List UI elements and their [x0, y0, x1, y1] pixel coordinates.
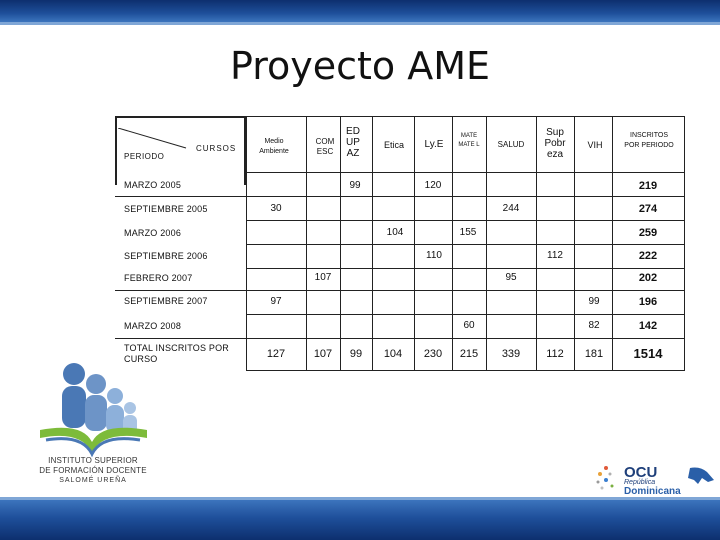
row-label: FEBRERO 2007: [124, 273, 193, 283]
grid-line: [372, 116, 373, 371]
logo-line-3: SALOMÉ UREÑA: [59, 477, 127, 484]
cell-value: 112: [547, 250, 563, 261]
row-label: SEPTIEMBRE 2006: [124, 251, 208, 261]
grid-line: [115, 116, 685, 117]
row-total: 196: [638, 296, 658, 308]
course-total: 112: [546, 348, 564, 360]
header-lye: Ly.E: [424, 139, 444, 150]
logo-line-1: INSTITUTO SUPERIOR: [48, 456, 138, 465]
grid-line: [115, 338, 685, 339]
course-total: 215: [459, 348, 479, 360]
grid-line: [246, 370, 685, 371]
corner-periodo-label: PERIODO: [124, 152, 165, 161]
course-total: 99: [349, 348, 363, 360]
row-label: MARZO 2005: [124, 180, 182, 190]
row-label: SEPTIEMBRE 2005: [124, 204, 208, 214]
course-total: 339: [501, 348, 521, 360]
course-total: 181: [584, 348, 604, 360]
header-com-esc: COM ESC: [315, 137, 335, 156]
grid-line: [246, 268, 685, 269]
row-label: SEPTIEMBRE 2007: [124, 296, 208, 306]
row-total: 259: [638, 227, 658, 239]
ocu-subtitle: República: [624, 479, 656, 486]
course-total: 107: [313, 348, 333, 360]
cell-value: 244: [502, 203, 520, 214]
grid-line: [246, 314, 685, 315]
cell-value: 107: [314, 272, 332, 283]
row-label: MARZO 2008: [124, 321, 182, 331]
header-inscritos-por-periodo: INSCRITOS POR PERIODO: [624, 132, 674, 149]
row-total: 274: [638, 203, 658, 215]
grid-line: [115, 290, 685, 291]
row-total: 219: [638, 180, 658, 192]
grid-line: [246, 220, 685, 221]
course-total: 104: [383, 348, 403, 360]
cell-value: 120: [424, 180, 442, 191]
grid-line: [536, 116, 537, 371]
corner-cursos-label: CURSOS: [196, 144, 237, 153]
cell-value: 110: [426, 250, 442, 261]
row-total: 222: [638, 250, 658, 262]
course-total: 127: [266, 348, 286, 360]
grid-line: [340, 116, 341, 371]
row-total: 202: [638, 272, 658, 284]
cell-value: 60: [463, 320, 475, 331]
grid-line: [115, 196, 685, 197]
cell-value: 82: [588, 320, 600, 331]
cell-value: 97: [270, 296, 282, 307]
grid-line: [486, 116, 487, 371]
ocu-subtitle-2: Dominicana: [624, 486, 681, 497]
header-salud: SALUD: [497, 140, 525, 149]
grand-total: 1514: [633, 346, 663, 361]
cell-value: 104: [386, 227, 404, 238]
course-total: 230: [423, 348, 443, 360]
cell-value: 30: [270, 203, 282, 214]
top-band: [0, 0, 720, 22]
ocu-title: OCU: [624, 464, 658, 481]
header-matemat: MATE MATE L: [458, 133, 480, 148]
header-ed-up-az: ED UP AZ: [346, 126, 360, 159]
bottom-band: [0, 500, 720, 540]
top-band-line: [0, 22, 720, 25]
page-title: Proyecto AME: [229, 44, 491, 88]
cell-value: 155: [459, 227, 477, 238]
grid-line: [684, 116, 685, 371]
row-label: MARZO 2006: [124, 228, 182, 238]
grid-line: [452, 116, 453, 371]
grid-line: [574, 116, 575, 371]
grid-line: [306, 116, 307, 371]
grid-line: [612, 116, 613, 371]
grid-line: [246, 172, 685, 173]
cell-value: 99: [349, 180, 361, 191]
header-medio-ambiente: Medio Ambiente: [259, 138, 289, 155]
logo-line-2: DE FORMACIÓN DOCENTE: [39, 466, 147, 475]
totals-row-label: TOTAL INSCRITOS POR CURSO: [124, 343, 229, 364]
grid-line: [246, 244, 685, 245]
grid-line: [246, 116, 247, 371]
cell-value: 95: [505, 272, 517, 283]
header-sup-pobreza: Sup Pobr eza: [544, 127, 566, 160]
header-etica: Etica: [383, 140, 404, 150]
header-vih: VIH: [587, 140, 603, 150]
row-total: 142: [638, 320, 658, 332]
cell-value: 99: [588, 296, 600, 307]
grid-line: [414, 116, 415, 371]
